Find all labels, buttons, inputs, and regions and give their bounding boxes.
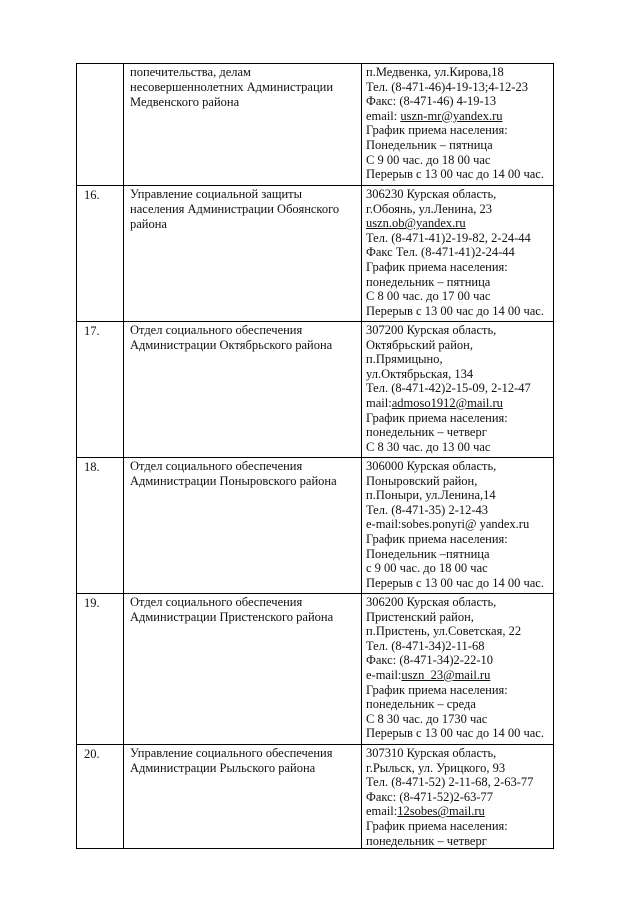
row-number: 18. xyxy=(77,458,124,594)
contact-line: Тел. (8-471-34)2-11-68 xyxy=(366,638,485,653)
contact-line: Пристенский район, xyxy=(366,609,474,624)
contact-line xyxy=(366,804,553,819)
contact-info xyxy=(362,186,554,322)
contact-line: г.Обоянь, ул.Ленина, 23 xyxy=(366,201,493,216)
organization-name-line: населения Администрации Обоянского xyxy=(130,202,340,216)
contact-line: Понедельник –пятница xyxy=(366,546,490,561)
contact-line: понедельник – четверг xyxy=(366,833,487,848)
contact-line: п.Медвенка, ул.Кирова,18 xyxy=(366,65,504,79)
organization-name xyxy=(124,745,362,849)
contact-line: Октябрьский район, xyxy=(366,337,473,352)
row-number: 19. xyxy=(77,594,124,745)
contact-line: Тел. (8-471-46)4-19-13;4-12-23 xyxy=(366,79,528,94)
contact-line: График приема населения: xyxy=(366,818,508,833)
contact-line: График приема населения: xyxy=(366,682,508,697)
contact-line: Факс: (8-471-46) 4-19-13 xyxy=(366,94,497,109)
contact-line: График приема населения: xyxy=(366,410,508,425)
table-row xyxy=(77,64,554,186)
contact-line: п.Пристень, ул.Советская, 22 xyxy=(366,624,522,639)
row-number xyxy=(77,64,124,186)
organization-name-line: Управление социальной защиты xyxy=(130,187,303,201)
contact-line: Понедельник – пятница xyxy=(366,137,493,152)
organization-name-line: Администрации Октябрьского района xyxy=(130,338,333,352)
contact-line: Факс: (8-471-34)2-22-10 xyxy=(366,653,494,668)
contact-line: понедельник – пятница xyxy=(366,274,491,289)
email-link[interactable]: 12sobes@mail.ru xyxy=(397,804,485,819)
contact-line: Тел. (8-471-42)2-15-09, 2-12-47 xyxy=(366,381,531,396)
organization-name-line: Администрации Поныровского района xyxy=(130,474,337,488)
contacts-table-body xyxy=(77,64,554,849)
contact-line: Тел. (8-471-41)2-19-82, 2-24-44 xyxy=(366,230,531,245)
email-link[interactable]: admoso1912@mail.ru xyxy=(391,395,503,410)
contact-line: Тел. (8-471-35) 2-12-43 xyxy=(366,502,489,517)
contact-line: Факс Тел. (8-471-41)2-24-44 xyxy=(366,245,515,260)
email-link[interactable]: uszn_23@mail.ru xyxy=(401,667,491,682)
organization-name-line: Управление социального обеспечения xyxy=(130,746,333,760)
contact-label: email: xyxy=(366,108,401,123)
table-row xyxy=(77,186,554,322)
contact-info xyxy=(362,594,554,745)
contact-label: e-mail: xyxy=(366,667,402,682)
table-row xyxy=(77,458,554,594)
contact-info xyxy=(362,745,554,849)
organization-name xyxy=(124,458,362,594)
organization-name-line: несовершеннолетних Администрации xyxy=(130,80,334,94)
row-number: 16. xyxy=(77,186,124,322)
contact-line: Перерыв с 13 00 час до 14 00 час. xyxy=(366,167,544,182)
contact-line: С 8 00 час. до 17 00 час xyxy=(366,289,491,304)
organization-name xyxy=(124,322,362,458)
organization-name-line: Администрации Пристенского района xyxy=(130,610,334,624)
contact-label: mail: xyxy=(366,395,392,410)
contact-info xyxy=(362,458,554,594)
contact-line: 306200 Курская область, xyxy=(366,595,497,609)
contact-line: г.Рыльск, ул. Урицкого, 93 xyxy=(366,760,506,775)
contact-line: С 8 30 час. до 1730 час xyxy=(366,711,488,726)
contact-line xyxy=(366,668,553,683)
email-link[interactable]: uszn.ob@yandex.ru xyxy=(366,216,466,231)
table-row xyxy=(77,745,554,849)
contact-label: email: xyxy=(366,804,398,819)
contact-line: ул.Октябрьская, 134 xyxy=(366,366,474,381)
contact-line: Перерыв с 13 00 час до 14 00 час. xyxy=(366,726,544,741)
contact-line: понедельник – среда xyxy=(366,697,476,712)
contact-line: График приема населения: xyxy=(366,123,508,138)
contact-line: 306230 Курская область, xyxy=(366,187,497,201)
organization-name-line: Медвенского района xyxy=(130,95,240,109)
contact-line: 307200 Курская область, xyxy=(366,323,497,337)
contact-line: с 9 00 час. до 18 00 час xyxy=(366,561,488,576)
contact-line: e-mail:sobes.ponyri@ yandex.ru xyxy=(366,517,530,532)
contact-line xyxy=(366,216,553,231)
contact-line: График приема населения: xyxy=(366,531,508,546)
email-link[interactable]: uszn-mr@yandex.ru xyxy=(400,108,503,123)
contact-line: п.Прямицыно, xyxy=(366,352,443,367)
contact-info xyxy=(362,322,554,458)
contact-line: График приема населения: xyxy=(366,259,508,274)
contact-line: Поныровский район, xyxy=(366,473,478,488)
contacts-table xyxy=(76,63,554,849)
contact-line: С 8 30 час. до 13 00 час xyxy=(366,439,491,454)
contact-line xyxy=(366,109,553,124)
contact-line: понедельник – четверг xyxy=(366,425,487,440)
contact-line: Перерыв с 13 00 час до 14 00 час. xyxy=(366,575,544,590)
organization-name xyxy=(124,64,362,186)
organization-name-line: Администрации Рыльского района xyxy=(130,761,316,775)
contact-line: п.Поныри, ул.Ленина,14 xyxy=(366,488,496,503)
row-number: 17. xyxy=(77,322,124,458)
organization-name xyxy=(124,594,362,745)
contact-line: Факс: (8-471-52)2-63-77 xyxy=(366,789,494,804)
organization-name-line: Отдел социального обеспечения xyxy=(130,595,303,609)
contact-line: Перерыв с 13 00 час до 14 00 час. xyxy=(366,303,544,318)
contact-line: 306000 Курская область, xyxy=(366,459,497,473)
row-number: 20. xyxy=(77,745,124,849)
organization-name xyxy=(124,186,362,322)
organization-name-line: попечительства, делам xyxy=(130,65,251,79)
contact-line: 307310 Курская область, xyxy=(366,746,497,760)
contact-line xyxy=(366,396,553,411)
organization-name-line: Отдел социального обеспечения xyxy=(130,323,303,337)
organization-name-line: района xyxy=(130,217,167,231)
contact-line: Тел. (8-471-52) 2-11-68, 2-63-77 xyxy=(366,775,534,790)
contact-info xyxy=(362,64,554,186)
table-row xyxy=(77,594,554,745)
table-row xyxy=(77,322,554,458)
organization-name-line: Отдел социального обеспечения xyxy=(130,459,303,473)
contact-line: С 9 00 час. до 18 00 час xyxy=(366,152,491,167)
